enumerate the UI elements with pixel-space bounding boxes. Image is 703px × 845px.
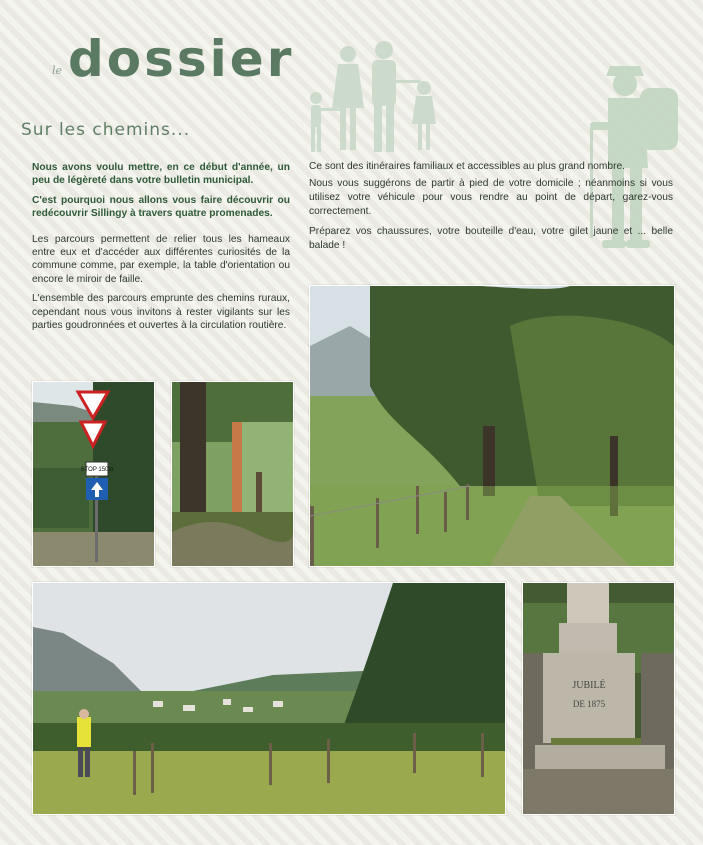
body-paragraph: L'ensemble des parcours emprunte des chemins ruraux, cependant nous vous invitons à rester vigilants sur les parties goudronnées et ouvertes à la circulation routière. [32, 293, 290, 332]
right-column [309, 160, 673, 256]
valley-landscape-photo [32, 582, 506, 815]
tree-lined-path-photo [309, 285, 675, 567]
trail-marker-photo [171, 381, 294, 567]
monument-inscription-line1: JUBILÉ [572, 680, 606, 691]
monument-inscription-line2: DE 1875 [572, 699, 606, 709]
intro-paragraph: C'est pourquoi nous allons vous faire découvrir ou redécouvrir Sillingy à travers quatre promenades. [32, 194, 290, 220]
jubilee-monument-photo [522, 582, 675, 815]
intro-paragraph: Nous avons voulu mettre, en ce début d'année, un peu de légèreté dans votre bulletin municipal. [32, 162, 290, 187]
section-title: dossier [68, 30, 295, 88]
dossier-prefix: le [52, 64, 63, 77]
body-paragraph: Préparez vos chaussures, votre bouteille d'eau, votre gilet jaune et ... belle balade ! [309, 226, 673, 251]
page-subtitle: Sur les chemins... [21, 120, 191, 140]
body-paragraph: Les parcours permettent de relier tous les hameaux entre eux et d'accéder aux différentes curiosités de la commune comme, par exemple, la table d'orientation ou encore le miroir de faille. [32, 233, 290, 285]
body-paragraph: Nous vous suggérons de partir à pied de votre domicile ; néanmoins si vous utilisez votre véhicule pour vous rendre au point de départ, garez-vous correctement. [309, 178, 673, 217]
left-column [32, 161, 290, 338]
body-paragraph: Ce sont des itinéraires familiaux et accessibles au plus grand nombre. [309, 161, 625, 172]
family-silhouette-icon [300, 40, 450, 160]
sign-text: STOP 150m [80, 467, 114, 473]
road-sign-photo [32, 381, 155, 567]
